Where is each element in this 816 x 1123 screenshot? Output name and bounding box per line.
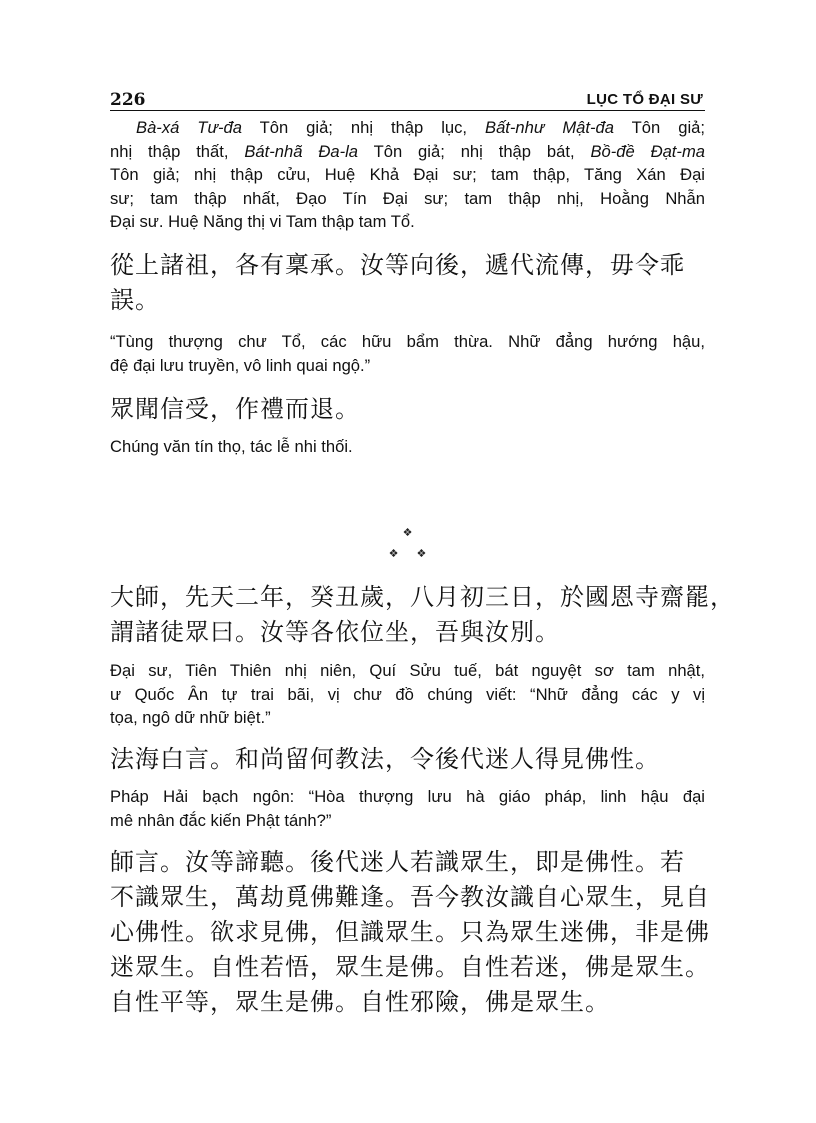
section-separator: [110, 547, 705, 561]
paragraph-chinese-5: [110, 845, 710, 1020]
text-line: Bà-xá Tư-đa Tôn giả; nhị thập lục, Bất-như Mật-đa Tôn giả;: [136, 118, 705, 137]
text-line: 眾聞信受，作禮而退。: [110, 395, 360, 423]
text-line: 法海白言。和尚留何教法，令後代迷人得見佛性。: [110, 745, 660, 773]
text-line: “Tùng thượng chư Tổ, các hữu bẩm thừa. Nhữ đẳng hướng hậu,: [110, 332, 705, 351]
text-line: đệ đại lưu truyền, vô linh quai ngộ.”: [110, 355, 371, 375]
paragraph-chinese-2: [110, 392, 705, 427]
page-number: 226: [110, 90, 146, 110]
paragraph-vietnamese-4: [110, 659, 705, 730]
paragraph-vietnamese-1: [110, 116, 705, 234]
text-line: 大師，先天二年，癸丑歲，八月初三日，於國恩寺齋罷，: [110, 583, 735, 611]
text-line: 不識眾生，萬劫覓佛難逢。吾今教汝識自心眾生，見自: [110, 883, 710, 911]
text-line: 謂諸徒眾曰。汝等各依位坐，吾與汝別。: [110, 618, 560, 646]
paragraph-chinese-1: [110, 248, 705, 318]
text-line: nhị thập thất, Bát-nhã Đa-la Tôn giả; nhị thập bát, Bồ-đề Đạt-ma: [110, 141, 705, 161]
text-line: Đại sư. Huệ Năng thị vi Tam thập tam Tổ.: [110, 212, 415, 231]
text-line: 從上諸祖，各有稟承。汝等向後，遞代流傳，毋令乖: [110, 251, 685, 279]
paragraph-vietnamese-3: [110, 435, 705, 459]
diamond-ornament-icon: ❖: [402, 526, 413, 539]
page-header: [110, 88, 705, 111]
paragraph-vietnamese-2: [110, 330, 705, 377]
diamond-ornament-icon: ❖: [416, 547, 427, 560]
text-line: 迷眾生。自性若悟，眾生是佛。自性若迷，佛是眾生。: [110, 953, 710, 981]
text-line: Đại sư, Tiên Thiên nhị niên, Quí Sửu tuế, bát nguyệt sơ tam nhật,: [110, 661, 705, 680]
diamond-ornament-icon: ❖: [388, 547, 399, 560]
text-line: Pháp Hải bạch ngôn: “Hòa thượng lưu hà giáo pháp, linh hậu đại: [110, 787, 705, 806]
text-line: 自性平等，眾生是佛。自性邪險，佛是眾生。: [110, 988, 610, 1016]
text-line: tọa, ngô dữ nhữ biệt.”: [110, 708, 271, 727]
text-line: ư Quốc Ân tự trai bãi, vị chư đồ chúng viết: “Nhữ đẳng các y vị: [110, 684, 705, 704]
text-line: 心佛性。欲求見佛，但識眾生。只為眾生迷佛，非是佛: [110, 918, 710, 946]
text-line: sư; tam thập nhất, Đạo Tín Đại sư; tam thập nhị, Hoằng Nhẫn: [110, 188, 705, 208]
section-separator: [110, 526, 705, 540]
text-line: 誤。: [110, 286, 160, 314]
paragraph-chinese-3: [110, 580, 735, 650]
text-line: Chúng văn tín thọ, tác lễ nhi thối.: [110, 437, 353, 456]
text-line: Tôn giả; nhị thập cửu, Huệ Khả Đại sư; tam thập, Tăng Xán Đại: [110, 165, 705, 184]
text-line: mê nhân đắc kiến Phật tánh?”: [110, 810, 332, 830]
paragraph-chinese-4: [110, 742, 705, 777]
running-title: LỤC TỔ ĐẠI SƯ: [586, 91, 703, 108]
text-line: 師言。汝等諦聽。後代迷人若識眾生，即是佛性。若: [110, 848, 685, 876]
paragraph-vietnamese-5: [110, 785, 705, 832]
